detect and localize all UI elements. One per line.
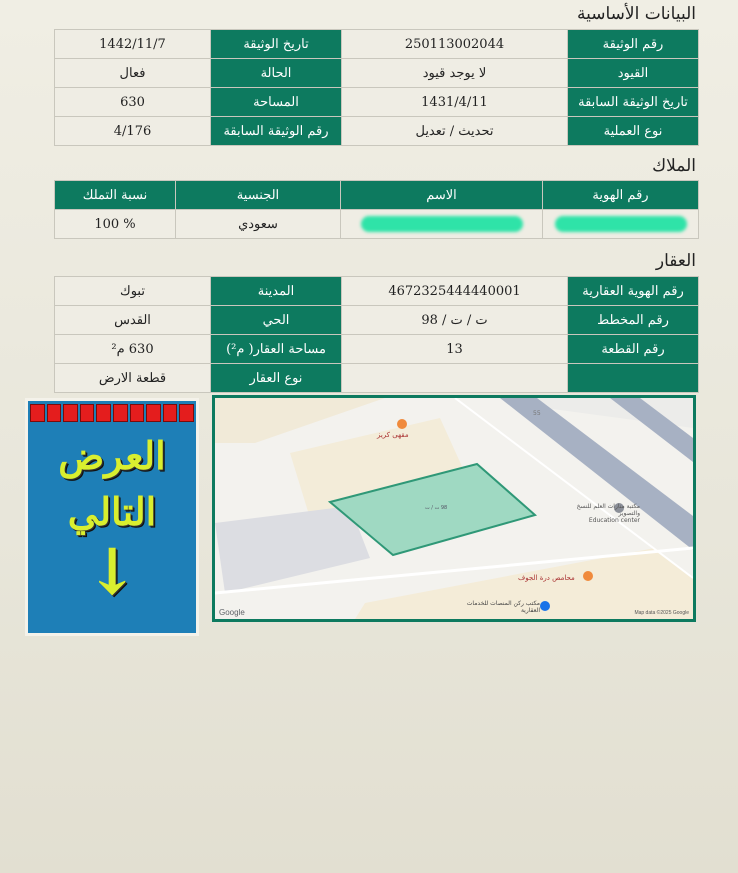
- city-value: تبوك: [55, 277, 211, 306]
- doc-date-label: تاريخ الوثيقة: [211, 30, 342, 59]
- table-row: [55, 335, 699, 364]
- property-id-label: رقم الهوية العقارية: [568, 277, 699, 306]
- plan-number-label: رقم المخطط: [568, 306, 699, 335]
- ownership-share-value: % 100: [55, 210, 176, 239]
- table-header-row: [55, 181, 699, 210]
- operation-type-label: نوع العملية: [568, 117, 699, 146]
- prev-doc-date-label: تاريخ الوثيقة السابقة: [568, 88, 699, 117]
- bookstore-type: Education center: [588, 517, 640, 524]
- status-value: فعال: [55, 59, 211, 88]
- real-estate-office-label: مكتب ركن المنصات للخدمات العقارية: [466, 600, 540, 614]
- doc-date-value: 1442/11/7: [55, 30, 211, 59]
- owners-table: [54, 180, 699, 239]
- property-area-value: 630 م²: [55, 335, 211, 364]
- table-row: [55, 364, 699, 393]
- banner-line-1: العرض: [58, 433, 166, 478]
- basic-info-title: البيانات الأساسية: [577, 4, 696, 24]
- google-logo: Google: [219, 608, 245, 617]
- banner-line-2: التالي: [67, 489, 157, 534]
- red-segment-bar: [30, 404, 194, 422]
- table-row: [55, 277, 699, 306]
- property-type-label: نوع العقار: [211, 364, 342, 393]
- restrictions-label: القيود: [568, 59, 699, 88]
- bookstore-label: [570, 503, 640, 524]
- city-label: المدينة: [211, 277, 342, 306]
- property-area-label: مساحة العقار( م²): [211, 335, 342, 364]
- bookstore-name: مكتبة منارات العلم للنسخ والتصوير: [576, 503, 640, 517]
- map-credit: Map data ©2025 Google: [634, 610, 689, 616]
- table-row: [55, 117, 699, 146]
- roastery-label: محامص درة الجوف: [518, 574, 575, 582]
- operation-type-value: تحديث / تعديل: [342, 117, 568, 146]
- plan-number-value: ت / ت / 98: [342, 306, 568, 335]
- property-id-value: 4672325444440001: [342, 277, 568, 306]
- owner-name-header: الاسم: [341, 181, 543, 210]
- status-label: الحالة: [211, 59, 342, 88]
- property-map[interactable]: [212, 395, 696, 622]
- office-icon: [540, 601, 550, 611]
- owner-id-header: رقم الهوية: [543, 181, 699, 210]
- plot-number-label: رقم القطعة: [568, 335, 699, 364]
- nationality-header: الجنسية: [176, 181, 341, 210]
- down-arrow-icon: ↓: [85, 535, 139, 610]
- table-row: [55, 210, 699, 239]
- basic-info-table: [54, 29, 699, 146]
- doc-number-label: رقم الوثيقة: [568, 30, 699, 59]
- cafe-label: مقهى كريز: [377, 431, 409, 439]
- prev-doc-date-value: 1431/4/11: [342, 88, 568, 117]
- plot-number-value: 13: [342, 335, 568, 364]
- table-row: [55, 88, 699, 117]
- prev-doc-number-label: رقم الوثيقة السابقة: [211, 117, 342, 146]
- area-value: 630: [55, 88, 211, 117]
- table-row: [55, 59, 699, 88]
- district-label: الحي: [211, 306, 342, 335]
- street-number: 55: [533, 410, 541, 417]
- nationality-value: سعودي: [176, 210, 341, 239]
- empty-value-cell: [342, 364, 568, 393]
- area-label: المساحة: [211, 88, 342, 117]
- property-title: العقار: [655, 251, 696, 271]
- parcel-label: 98 ت / ت: [425, 505, 448, 511]
- owners-title: الملاك: [652, 156, 696, 176]
- property-table: [54, 276, 699, 393]
- roastery-icon: [583, 571, 593, 581]
- property-type-value: قطعة الارض: [55, 364, 211, 393]
- owner-id-redacted: [543, 210, 699, 239]
- table-row: [55, 30, 699, 59]
- restrictions-value: لا يوجد قيود: [342, 59, 568, 88]
- district-value: القدس: [55, 306, 211, 335]
- table-row: [55, 306, 699, 335]
- next-slide-banner[interactable]: [25, 398, 199, 636]
- doc-number-value: 250113002044: [342, 30, 568, 59]
- owner-name-redacted: [341, 210, 543, 239]
- prev-doc-number-value: 4/176: [55, 117, 211, 146]
- ownership-share-header: نسبة التملك: [55, 181, 176, 210]
- empty-label-cell: [568, 364, 699, 393]
- cafe-icon: [397, 419, 407, 429]
